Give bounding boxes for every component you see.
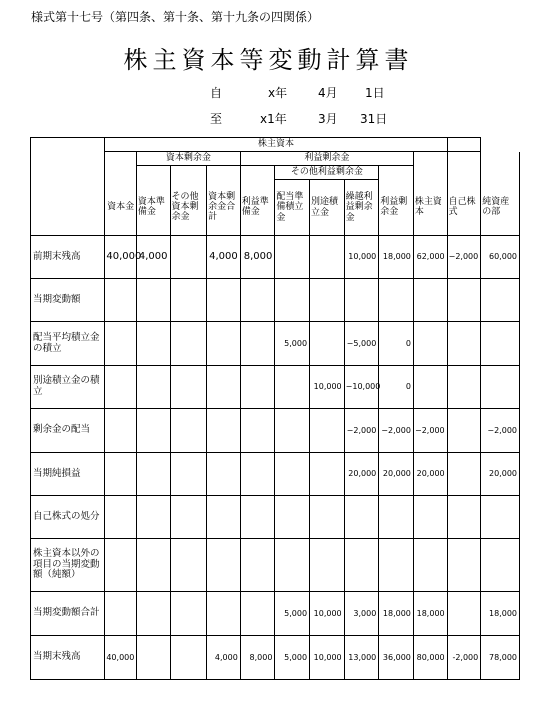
header-se-total-spacer bbox=[413, 152, 447, 166]
header-legal-reserve-spacer bbox=[240, 166, 275, 180]
table-cell: 10,000 bbox=[310, 366, 345, 409]
period-to-month: 3月 bbox=[318, 112, 338, 126]
table-cell bbox=[275, 366, 310, 409]
header-re-total-spacer bbox=[379, 166, 414, 180]
table-cell bbox=[207, 366, 241, 409]
header-shareholders-equity: 株主資本 bbox=[105, 138, 447, 152]
table-cell: −2,000 bbox=[344, 409, 379, 453]
period-from-label: 自 bbox=[210, 86, 223, 100]
table-row bbox=[31, 636, 520, 680]
table-row bbox=[31, 496, 520, 539]
header-capital-stock: 資本金 bbox=[105, 180, 137, 236]
table-cell bbox=[207, 592, 241, 636]
table-cell: 18,000 bbox=[413, 592, 447, 636]
table-cell bbox=[136, 409, 170, 453]
document-title: 株主資本等変動計算書 bbox=[123, 46, 414, 74]
table-cell: 10,000 bbox=[310, 636, 345, 680]
table-cell bbox=[413, 496, 447, 539]
table-cell bbox=[240, 366, 275, 409]
header-general-reserve: 別途積立金 bbox=[310, 180, 345, 236]
table-cell: 5,000 bbox=[275, 592, 310, 636]
table-cell: 36,000 bbox=[379, 636, 414, 680]
table-row bbox=[31, 409, 520, 453]
table-cell bbox=[310, 236, 345, 279]
table-row bbox=[31, 539, 520, 592]
row-label: 当期変動額合計 bbox=[31, 592, 105, 636]
table-cell bbox=[136, 279, 170, 322]
table-cell bbox=[207, 322, 241, 366]
table-cell bbox=[447, 539, 481, 592]
table-cell: 10,000 bbox=[310, 592, 345, 636]
header-retained-earnings-total: 利益剰余金 bbox=[379, 180, 414, 236]
header-treasury-stock: 自己株式 bbox=[447, 180, 481, 236]
table-cell bbox=[105, 279, 137, 322]
table-cell: −10,000 bbox=[344, 366, 379, 409]
header-blank bbox=[447, 138, 481, 152]
table-cell bbox=[310, 409, 345, 453]
table-cell bbox=[207, 453, 241, 496]
table-row bbox=[31, 322, 520, 366]
table-cell bbox=[105, 539, 137, 592]
table-cell bbox=[136, 322, 170, 366]
header-treasury-spacer-2 bbox=[447, 166, 481, 180]
row-label: 株主資本以外の項目の当期変動額（純額） bbox=[31, 539, 105, 592]
table-cell bbox=[275, 539, 310, 592]
table-cell: −2,000 bbox=[379, 409, 414, 453]
table-cell bbox=[240, 279, 275, 322]
table-cell bbox=[379, 496, 414, 539]
table-cell: -2,000 bbox=[447, 636, 481, 680]
table-cell: 20,000 bbox=[481, 453, 520, 496]
table-cell bbox=[170, 453, 207, 496]
table-cell bbox=[310, 279, 345, 322]
table-cell bbox=[481, 539, 520, 592]
table-cell bbox=[275, 496, 310, 539]
row-label: 剰余金の配当 bbox=[31, 409, 105, 453]
table-cell bbox=[136, 592, 170, 636]
table-cell bbox=[413, 539, 447, 592]
header-legal-reserve: 利益準備金 bbox=[240, 180, 275, 236]
table-cell: 8,000 bbox=[240, 236, 275, 279]
table-cell: 8,000 bbox=[240, 636, 275, 680]
header-net-assets-spacer-2 bbox=[481, 166, 520, 180]
table-cell bbox=[344, 279, 379, 322]
table-cell bbox=[310, 322, 345, 366]
table-cell bbox=[310, 539, 345, 592]
table-cell bbox=[447, 453, 481, 496]
header-treasury-spacer bbox=[447, 152, 481, 166]
table-cell bbox=[207, 409, 241, 453]
table-row bbox=[31, 453, 520, 496]
table-cell: 18,000 bbox=[379, 236, 414, 279]
table-cell bbox=[481, 322, 520, 366]
header-dividend-equalization-reserve: 配当準備積立金 bbox=[275, 180, 310, 236]
table-cell bbox=[170, 636, 207, 680]
table-cell bbox=[240, 322, 275, 366]
table-cell bbox=[170, 366, 207, 409]
table-cell bbox=[481, 366, 520, 409]
table-cell: 5,000 bbox=[275, 636, 310, 680]
table-cell bbox=[275, 409, 310, 453]
row-label: 当期純損益 bbox=[31, 453, 105, 496]
table-cell bbox=[207, 279, 241, 322]
table-cell bbox=[170, 592, 207, 636]
table-cell: 40,000 bbox=[105, 236, 137, 279]
header-capital-stock-spacer bbox=[105, 152, 137, 166]
table-row bbox=[31, 366, 520, 409]
table-cell bbox=[379, 539, 414, 592]
table-cell bbox=[170, 539, 207, 592]
table-cell bbox=[310, 453, 345, 496]
header-net-assets: 純資産の部 bbox=[481, 180, 520, 236]
header-cap-total-spacer bbox=[207, 166, 241, 180]
header-capital-surplus: 資本剰余金 bbox=[136, 152, 240, 166]
row-label: 自己株式の処分 bbox=[31, 496, 105, 539]
period-from-month: 4月 bbox=[318, 86, 338, 100]
header-other-cap-spacer bbox=[170, 166, 207, 180]
table-row bbox=[31, 236, 520, 279]
table-cell bbox=[481, 279, 520, 322]
table-cell bbox=[310, 496, 345, 539]
table-cell: 0 bbox=[379, 322, 414, 366]
table-cell bbox=[275, 236, 310, 279]
table-cell bbox=[413, 366, 447, 409]
equity-statement-table bbox=[30, 137, 520, 680]
table-cell bbox=[105, 322, 137, 366]
row-label: 別途積立金の積立 bbox=[31, 366, 105, 409]
table-cell: 0 bbox=[379, 366, 414, 409]
table-cell bbox=[447, 592, 481, 636]
table-cell bbox=[170, 322, 207, 366]
period-from-year: x年 bbox=[268, 86, 288, 100]
table-cell bbox=[379, 279, 414, 322]
header-other-retained-earnings: その他利益剰余金 bbox=[275, 166, 379, 180]
header-other-capital-surplus: その他資本剰余金 bbox=[170, 180, 207, 236]
table-cell: 18,000 bbox=[379, 592, 414, 636]
table-cell bbox=[170, 279, 207, 322]
table-cell: 20,000 bbox=[413, 453, 447, 496]
table-cell: 62,000 bbox=[413, 236, 447, 279]
table-cell bbox=[275, 279, 310, 322]
header-corner bbox=[31, 138, 105, 152]
table-cell bbox=[136, 453, 170, 496]
row-label: 当期末残高 bbox=[31, 636, 105, 680]
table-cell bbox=[170, 236, 207, 279]
table-cell: −2,000 bbox=[413, 409, 447, 453]
table-cell bbox=[105, 409, 137, 453]
table-cell bbox=[344, 496, 379, 539]
table-cell bbox=[240, 592, 275, 636]
table-cell bbox=[105, 592, 137, 636]
table-cell bbox=[136, 636, 170, 680]
header-corner-2 bbox=[31, 152, 105, 166]
table-cell: 10,000 bbox=[344, 236, 379, 279]
table-cell bbox=[105, 453, 137, 496]
table-cell bbox=[447, 279, 481, 322]
table-cell bbox=[136, 366, 170, 409]
table-cell bbox=[413, 322, 447, 366]
table-cell bbox=[240, 496, 275, 539]
table-cell: 40,000 bbox=[105, 636, 137, 680]
header-capital-surplus-total: 資本剰余金合計 bbox=[207, 180, 241, 236]
table-cell: −2,000 bbox=[481, 409, 520, 453]
header-corner-3 bbox=[31, 166, 105, 180]
table-cell: 80,000 bbox=[413, 636, 447, 680]
table-cell bbox=[481, 496, 520, 539]
table-cell bbox=[207, 539, 241, 592]
table-row bbox=[31, 592, 520, 636]
table-cell: 20,000 bbox=[379, 453, 414, 496]
header-section bbox=[31, 138, 520, 236]
header-net-assets-spacer bbox=[481, 152, 520, 166]
table-cell bbox=[136, 539, 170, 592]
table-cell bbox=[240, 539, 275, 592]
table-cell: 18,000 bbox=[481, 592, 520, 636]
body-section bbox=[31, 236, 520, 680]
header-shareholders-equity-total: 株主資本 bbox=[413, 180, 447, 236]
table-cell bbox=[207, 496, 241, 539]
table-cell bbox=[105, 496, 137, 539]
table-cell bbox=[447, 409, 481, 453]
header-capital-stock-spacer-2 bbox=[105, 166, 137, 180]
header-cap-reserve-spacer bbox=[136, 166, 170, 180]
period-from-day: 1日 bbox=[365, 86, 385, 100]
table-cell: 3,000 bbox=[344, 592, 379, 636]
row-label: 前期末残高 bbox=[31, 236, 105, 279]
table-cell bbox=[105, 366, 137, 409]
header-capital-reserve: 資本準備金 bbox=[136, 180, 170, 236]
table-cell: 13,000 bbox=[344, 636, 379, 680]
table-cell bbox=[136, 496, 170, 539]
table-cell: 60,000 bbox=[481, 236, 520, 279]
table-cell bbox=[240, 453, 275, 496]
table-cell bbox=[447, 366, 481, 409]
row-label: 当期変動額 bbox=[31, 279, 105, 322]
table-cell: 4,000 bbox=[136, 236, 170, 279]
table-cell: 78,000 bbox=[481, 636, 520, 680]
table-cell bbox=[170, 409, 207, 453]
header-corner-4 bbox=[31, 180, 105, 236]
table-cell: 4,000 bbox=[207, 236, 241, 279]
table-cell bbox=[344, 539, 379, 592]
table-cell: 5,000 bbox=[275, 322, 310, 366]
table-cell: 20,000 bbox=[344, 453, 379, 496]
table-row bbox=[31, 279, 520, 322]
header-se-total-spacer-2 bbox=[413, 166, 447, 180]
header-retained-earnings-carried-forward: 繰越利益剰余金 bbox=[344, 180, 379, 236]
table-cell bbox=[170, 496, 207, 539]
table-cell bbox=[447, 322, 481, 366]
period-to-day: 31日 bbox=[360, 112, 388, 126]
period-to-year: x1年 bbox=[260, 112, 287, 126]
table-cell: −2,000 bbox=[447, 236, 481, 279]
form-number: 様式第十七号（第四条、第十条、第十九条の四関係） bbox=[31, 10, 320, 24]
header-retained-earnings: 利益剰余金 bbox=[240, 152, 413, 166]
period-to-label: 至 bbox=[210, 112, 223, 126]
table-cell bbox=[240, 409, 275, 453]
table-cell: −5,000 bbox=[344, 322, 379, 366]
table-cell bbox=[275, 453, 310, 496]
table-cell bbox=[447, 496, 481, 539]
table-cell bbox=[413, 279, 447, 322]
table-cell: 4,000 bbox=[207, 636, 241, 680]
row-label: 配当平均積立金の積立 bbox=[31, 322, 105, 366]
